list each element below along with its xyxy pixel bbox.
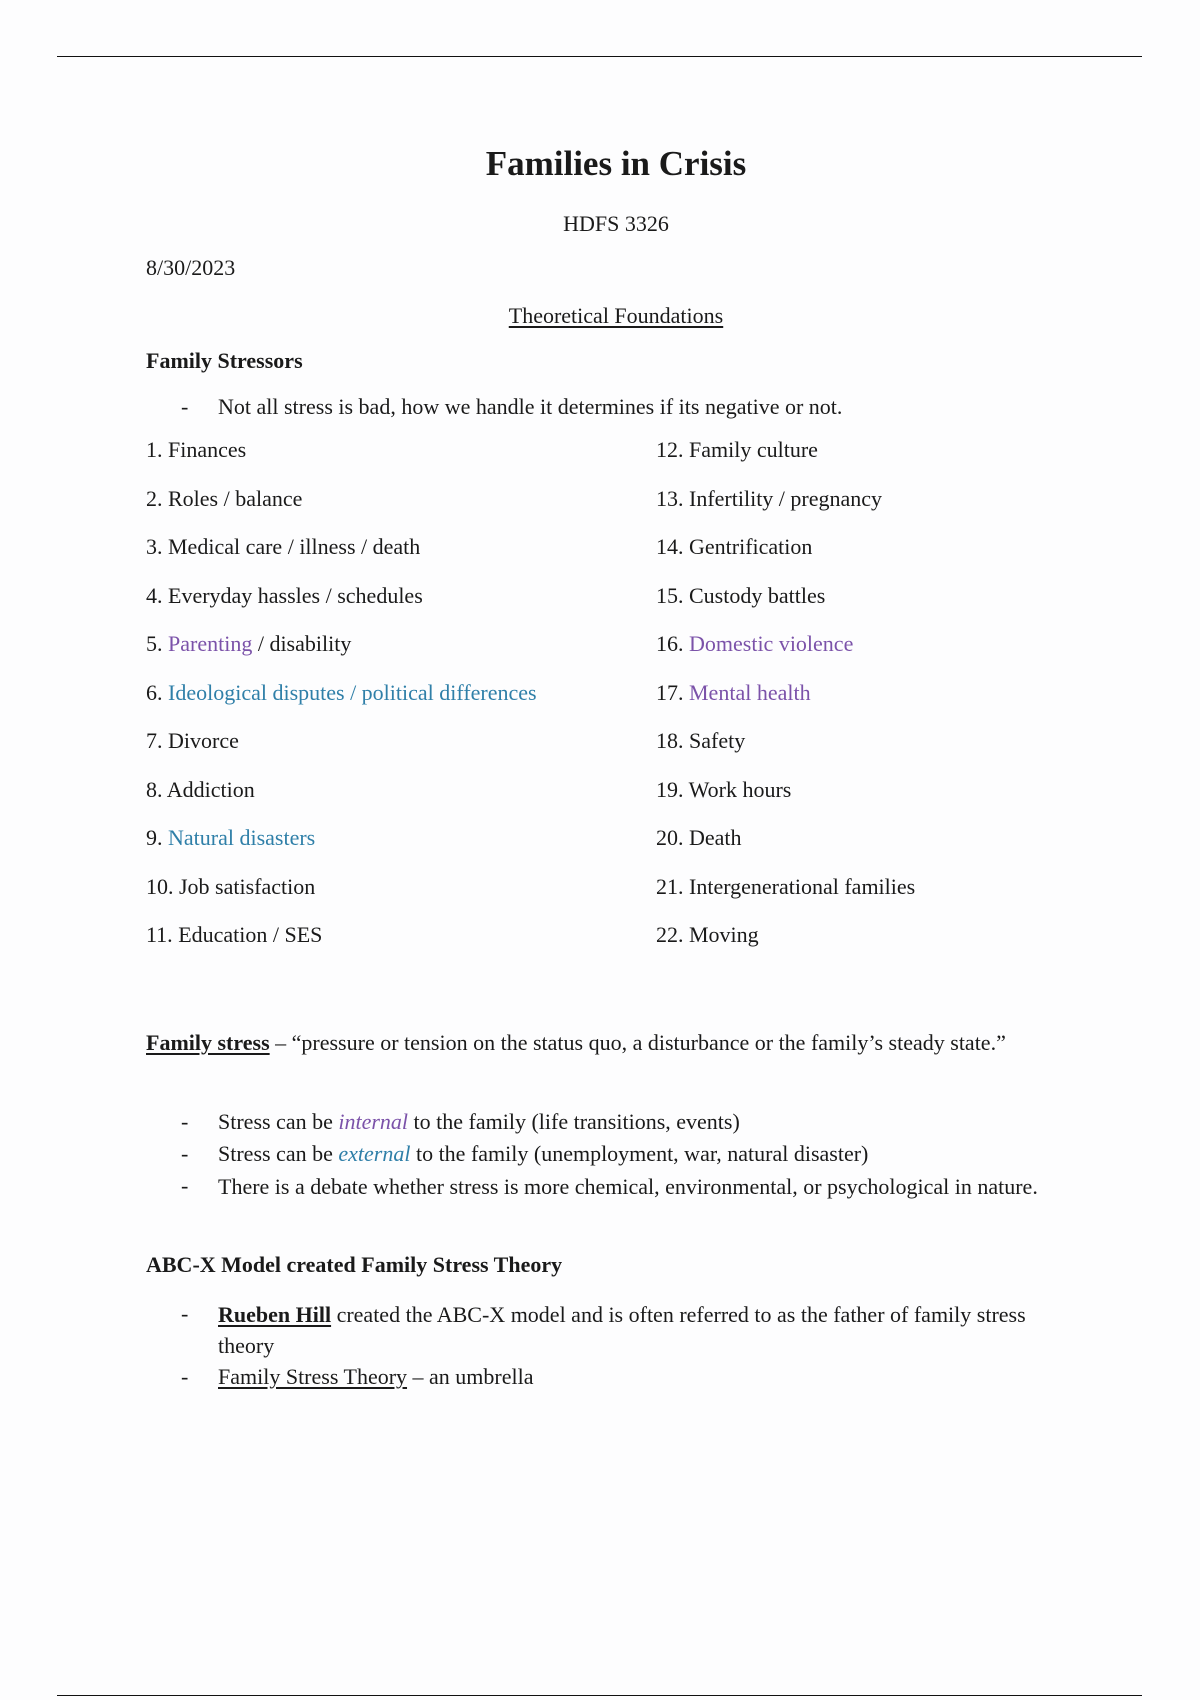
course-code: HDFS 3326: [563, 211, 669, 236]
section-heading: Theoretical Foundations: [508, 303, 724, 328]
stressor-number: 18.: [656, 728, 684, 753]
stressors-heading: Family Stressors: [146, 348, 303, 373]
stressor-item: [656, 484, 915, 533]
stressor-label: Intergenerational families: [689, 873, 916, 899]
debate-bullet: There is a debate whether stress is more chemical, environmental, or psychological in nature.: [218, 1174, 1038, 1199]
stressor-item: [146, 532, 537, 581]
stressor-item: [146, 581, 537, 630]
stressor-item: [656, 581, 915, 630]
stressor-label: Job satisfaction: [179, 873, 316, 899]
stressor-number: 3.: [146, 534, 163, 559]
top-rule: [57, 56, 1142, 57]
stressor-label: Moving: [689, 922, 759, 947]
stressor-number: 10.: [146, 873, 174, 899]
stressor-number: 14.: [656, 534, 684, 559]
stressor-label: Infertility / pregnancy: [689, 485, 883, 511]
stressor-label: Divorce: [168, 728, 239, 753]
page-title: Families in Crisis: [485, 144, 747, 183]
stressor-item: [656, 678, 915, 727]
stressor-item: [146, 920, 537, 969]
stressor-label: Finances: [168, 437, 247, 462]
stressor-number: 20.: [656, 825, 684, 850]
stressor-item: [146, 726, 537, 775]
stressor-number: 5.: [146, 631, 163, 656]
stressor-number: 17.: [656, 679, 684, 705]
stressor-item: [656, 532, 915, 581]
stressor-label: Work hours: [688, 776, 792, 802]
bottom-rule: [57, 1695, 1142, 1696]
stressor-list-right: [656, 435, 915, 969]
bullet-mark: -: [181, 1364, 189, 1389]
definition-text: – “pressure or tension on the status quo, a disturbance or the family’s steady state.”: [269, 1030, 1006, 1055]
stressor-item: [656, 726, 915, 775]
stressor-item: [146, 484, 537, 533]
stressor-label: / disability: [252, 631, 352, 656]
stressor-item: [656, 775, 915, 824]
stressor-number: 15.: [656, 582, 684, 608]
theory-name: Family Stress Theory: [218, 1364, 408, 1389]
stressor-label: Parenting: [168, 631, 253, 656]
hill-name: Rueben Hill: [218, 1302, 332, 1327]
stressor-number: 4.: [146, 582, 163, 608]
stressor-label: Gentrification: [689, 534, 813, 559]
stressor-label: Education / SES: [178, 922, 323, 947]
stressor-list-left: [146, 435, 537, 969]
family-stress-definition: [146, 1028, 1056, 1058]
stressor-number: 6.: [146, 679, 163, 705]
stressors-note: Not all stress is bad, how we handle it determines if its negative or not.: [218, 394, 843, 419]
stressor-label: Ideological disputes / political differences: [168, 679, 537, 705]
stressor-item: [146, 678, 537, 727]
stressor-number: 16.: [656, 631, 684, 656]
bullet-mark: -: [181, 394, 189, 419]
stressor-number: 19.: [656, 776, 684, 802]
stressor-label: Everyday hassles / schedules: [168, 582, 423, 608]
stressor-label: Death: [689, 825, 742, 850]
abcx-heading: ABC-X Model created Family Stress Theory: [146, 1252, 563, 1277]
lecture-date: 8/30/2023: [146, 255, 236, 280]
stressor-label: Custody battles: [689, 582, 826, 608]
external-stress-bullet: Stress can be external to the family (unemployment, war, natural disaster): [218, 1141, 869, 1166]
theory-bullet: Family Stress Theory – an umbrella: [218, 1364, 534, 1389]
stressor-item: [146, 629, 537, 678]
stressor-number: 1.: [146, 437, 163, 462]
stressor-number: 22.: [656, 922, 684, 947]
stressor-number: 12.: [656, 437, 684, 462]
stressor-number: 7.: [146, 728, 163, 753]
stressor-item: [656, 629, 915, 678]
stressor-item: [656, 435, 915, 484]
stressor-item: [146, 435, 537, 484]
internal-stress-bullet: Stress can be internal to the family (life transitions, events): [218, 1109, 740, 1134]
stressor-number: 8.: [146, 776, 163, 802]
stressor-label: Family culture: [689, 437, 818, 462]
bullet-mark: -: [181, 1173, 189, 1198]
stressor-number: 2.: [146, 485, 163, 511]
stressor-label: Domestic violence: [689, 631, 854, 656]
stressor-item: [146, 872, 537, 921]
stressor-item: [656, 872, 915, 921]
external-term: external: [338, 1141, 411, 1166]
definition-term: Family stress: [146, 1030, 270, 1055]
stressor-number: 11.: [146, 922, 173, 947]
stressor-item: [656, 823, 915, 872]
stressor-label: Natural disasters: [168, 825, 316, 850]
stressor-item: [146, 823, 537, 872]
stressor-label: Addiction: [166, 776, 255, 802]
stressor-item: [146, 775, 537, 824]
bullet-mark: -: [181, 1301, 189, 1326]
hill-bullet: Rueben Hill created the ABC-X model and is often referred to as the father of family stress theory: [218, 1302, 1026, 1358]
stressor-item: [656, 920, 915, 969]
bullet-mark: -: [181, 1141, 189, 1166]
stressor-number: 9.: [146, 825, 163, 850]
stressor-label: Safety: [689, 728, 746, 753]
stressor-label: Roles / balance: [168, 485, 303, 511]
stressor-number: 13.: [656, 485, 684, 511]
stressor-number: 21.: [656, 873, 684, 899]
internal-term: internal: [338, 1109, 409, 1134]
bullet-mark: -: [181, 1109, 189, 1134]
stressor-label: Medical care / illness / death: [168, 534, 421, 559]
stressor-label: Mental health: [689, 679, 811, 705]
